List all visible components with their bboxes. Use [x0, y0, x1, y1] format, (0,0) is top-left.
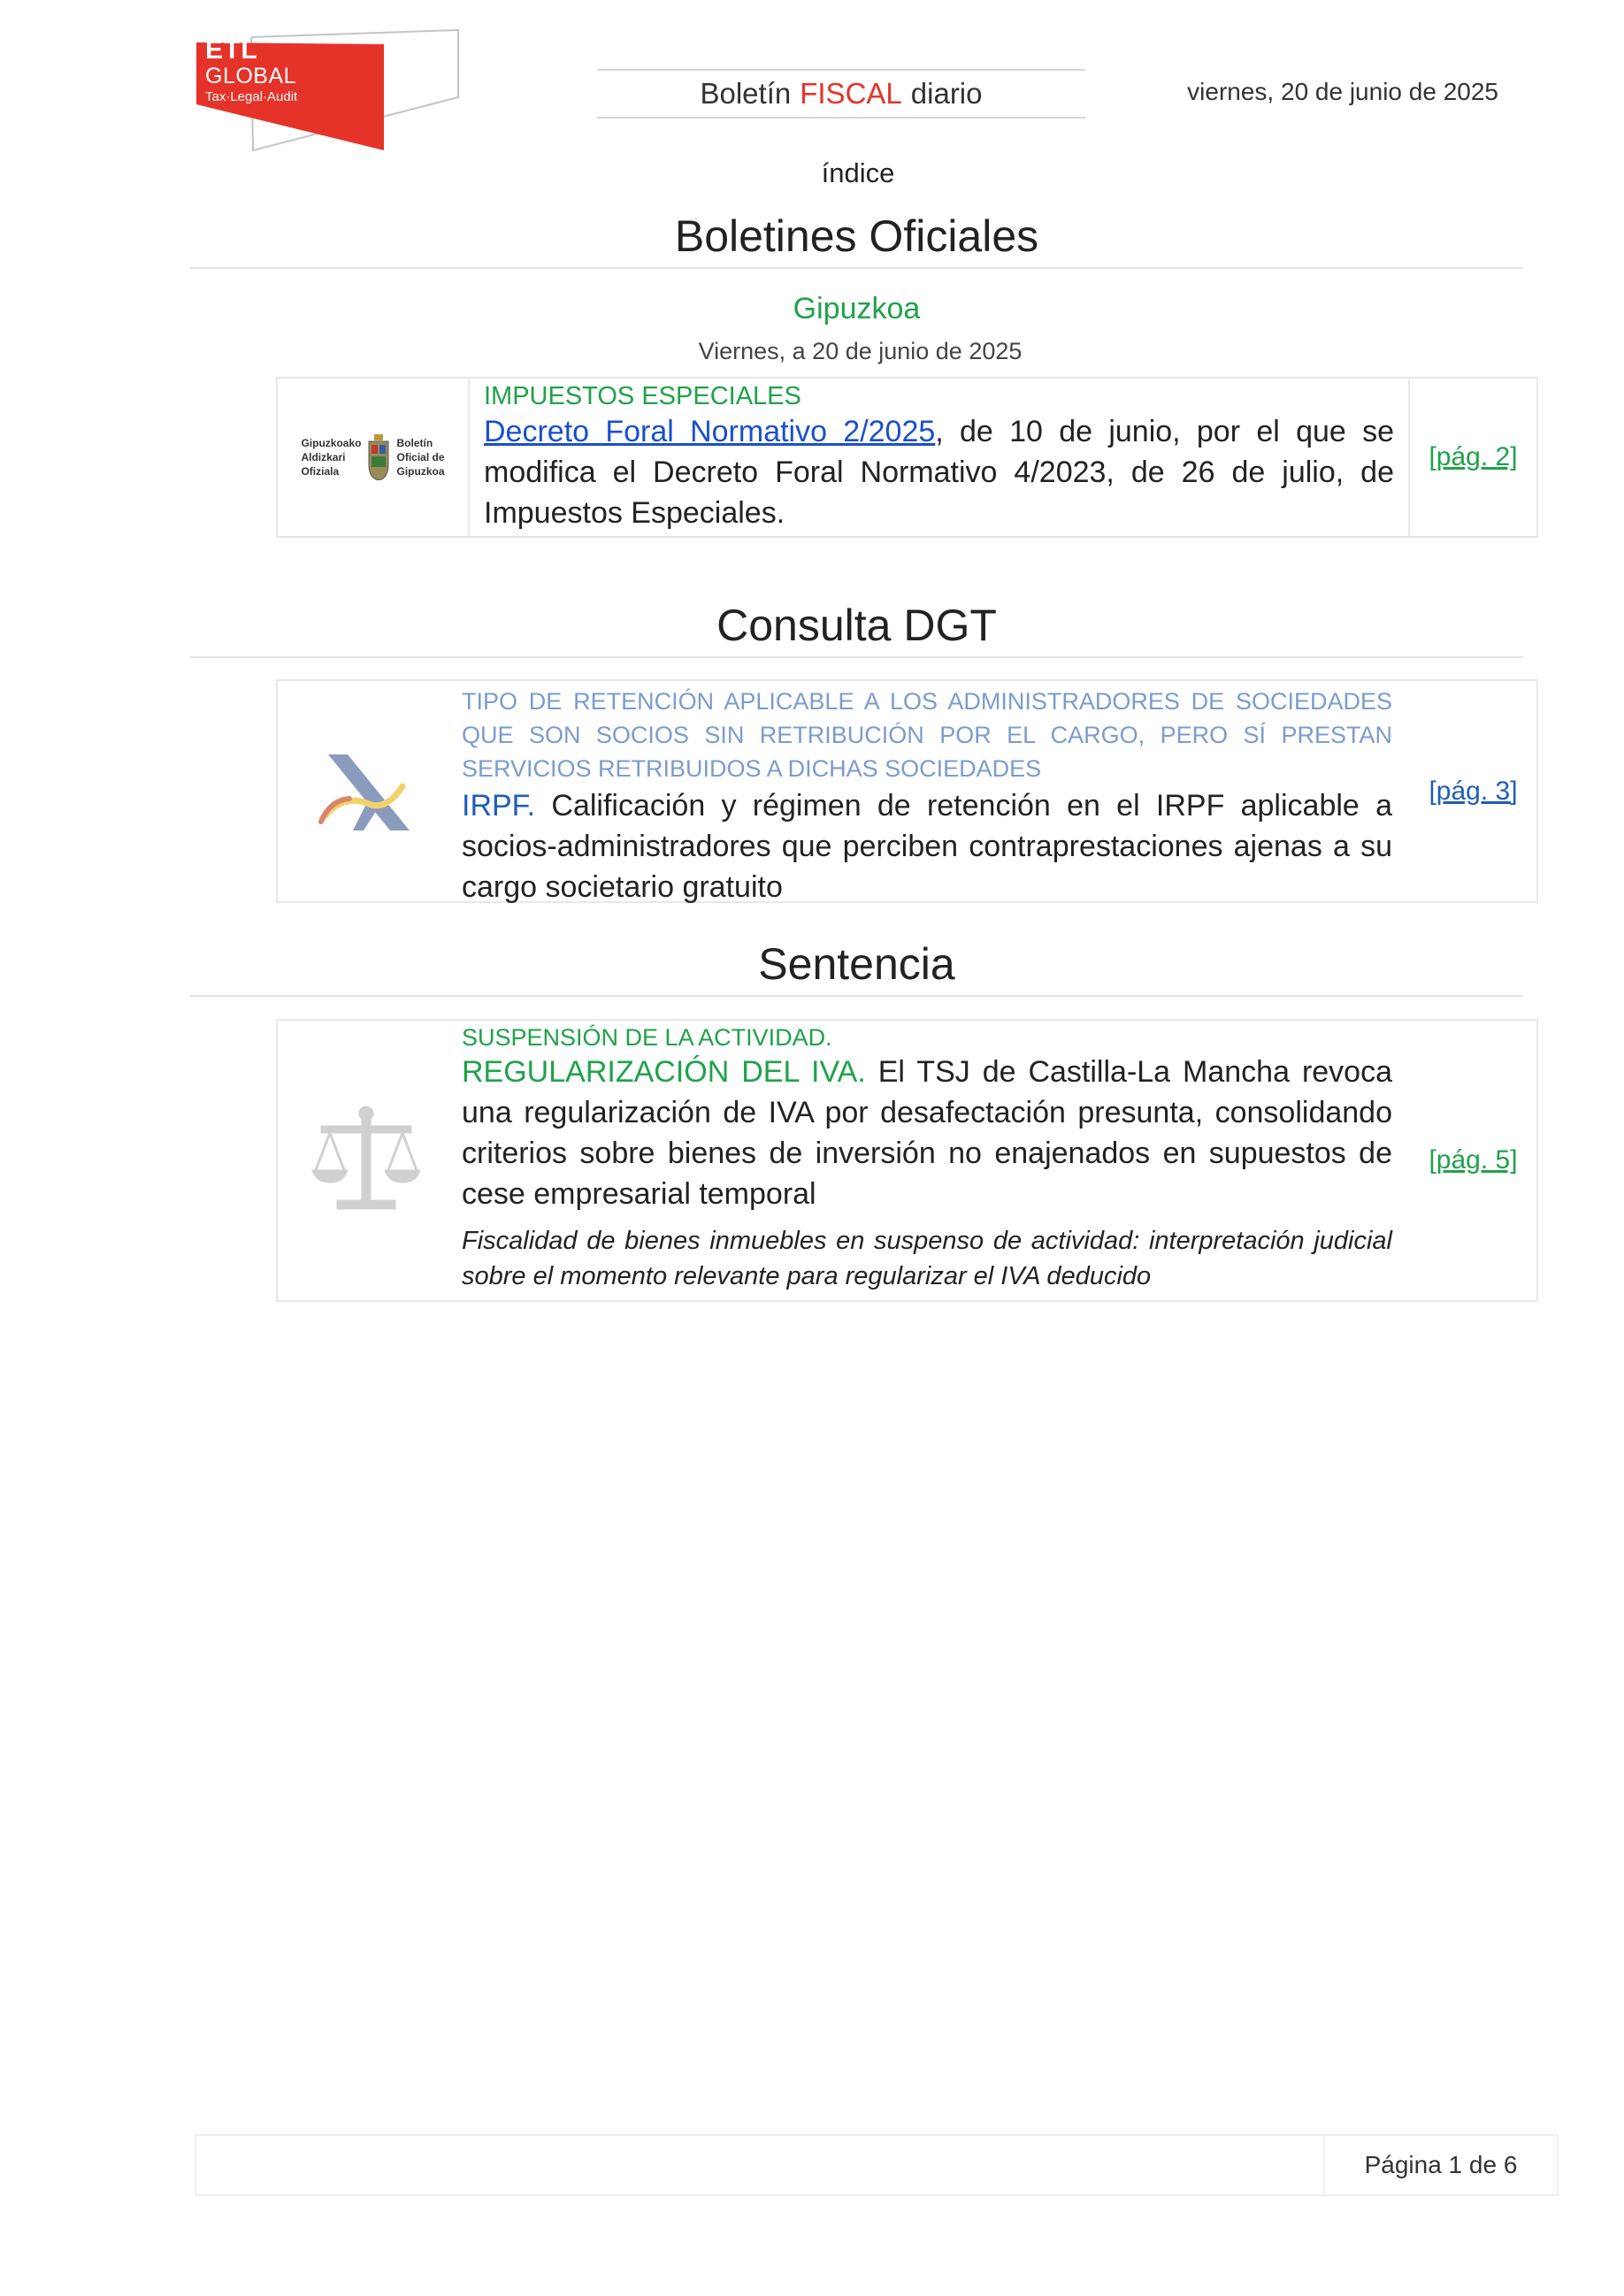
page-ref-cell: [1408, 379, 1536, 536]
entry-keyword: REGULARIZACIÓN DEL IVA.: [462, 1055, 866, 1089]
entry-note: Fiscalidad de bienes inmuebles en suspenso de actividad: interpretación judicial sobre el momento relevante para regularizar el IVA deducido: [462, 1227, 1392, 1290]
page-link-2[interactable]: [pág. 2]: [1429, 442, 1518, 471]
bulletin-title-highlight: FISCAL: [800, 77, 902, 110]
section-title-boletines: Boletines Oficiales: [190, 210, 1523, 269]
page-ref-cell: [1410, 681, 1536, 901]
index-label: índice: [821, 157, 895, 188]
entry-sentencia: [276, 1019, 1538, 1302]
logo-text: [205, 37, 297, 103]
entry-text: [455, 681, 1410, 904]
aeat-logo: [278, 681, 455, 901]
entry-description: El TSJ de Castilla-La Mancha revoca una regularización de IVA por desafectación presunta, consolidando criterios sobre bienes de inversión no enajenados en supuestos de cese empresarial temporal: [462, 1055, 1392, 1211]
entry-category: IMPUESTOS ESPECIALES: [484, 382, 801, 410]
region-date: Viernes, a 20 de junio de 2025: [698, 338, 1023, 364]
logo-etl-text: ETL: [205, 35, 258, 65]
bog-logo: [278, 379, 470, 536]
bulletin-title: [597, 69, 1085, 119]
page-ref-cell: [1410, 1021, 1536, 1300]
scales-of-justice-icon: [309, 1103, 424, 1218]
entry-text: [470, 379, 1408, 536]
bulletin-title-pre: Boletín: [700, 77, 792, 110]
entry-category: TIPO DE RETENCIÓN APLICABLE A LOS ADMINISTRADORES DE SOCIEDADES QUE SON SOCIOS SIN RETRIBUCIÓN POR EL CARGO, PERO SÍ PRESTAN SERVICIOS RETRIBUIDOS A DICHAS SOCIEDADES: [462, 688, 1392, 782]
entry-boletin-gipuzkoa: [276, 377, 1538, 538]
page-number: Página 1 de 6: [1364, 2151, 1518, 2178]
section-title-sentencia: Sentencia: [190, 938, 1523, 997]
entry-body: [484, 411, 1394, 533]
entry-body: [462, 1052, 1392, 1214]
entry-description: Calificación y régimen de retención en el IRPF aplicable a socios-administradores que perciben contraprestaciones ajenas a su cargo societario gratuito: [462, 789, 1392, 904]
entry-keyword: IRPF.: [462, 789, 536, 823]
entry-description: , de 10 de junio, por el que se modifica el Decreto Foral Normativo 4/2023, de 26 de julio, de Impuestos Especiales.: [484, 415, 1394, 530]
justice-scales-image: [278, 1021, 455, 1300]
bulletin-title-post: diario: [910, 77, 983, 110]
logo-global-text: GLOBAL: [205, 64, 297, 88]
footer-empty-cell: [196, 2136, 1325, 2194]
section-title-consulta: Consulta DGT: [190, 600, 1523, 658]
header-date: viernes, 20 de junio de 2025: [1187, 78, 1498, 105]
page-link-3[interactable]: [pág. 3]: [1429, 776, 1518, 806]
entry-consulta-dgt: [276, 679, 1538, 903]
region-name: Gipuzkoa: [793, 292, 921, 325]
page-link-5[interactable]: [pág. 5]: [1429, 1145, 1518, 1175]
logo-tagline: Tax·Legal·Audit: [205, 89, 298, 104]
decreto-foral-link[interactable]: Decreto Foral Normativo 2/2025: [484, 415, 936, 448]
entry-category: SUSPENSIÓN DE LA ACTIVIDAD.: [462, 1024, 832, 1051]
aeat-logo-icon: [318, 747, 415, 836]
bog-logo-right-text: Boletín Oficial de Gipuzkoa: [396, 437, 445, 478]
entry-text: [455, 1021, 1410, 1300]
gipuzkoa-coat-of-arms-icon: [366, 434, 391, 480]
page-footer: [195, 2134, 1559, 2196]
bog-logo-left-text: Gipuzkoako Aldizkari Ofiziala: [301, 437, 362, 478]
entry-body: [462, 785, 1392, 907]
